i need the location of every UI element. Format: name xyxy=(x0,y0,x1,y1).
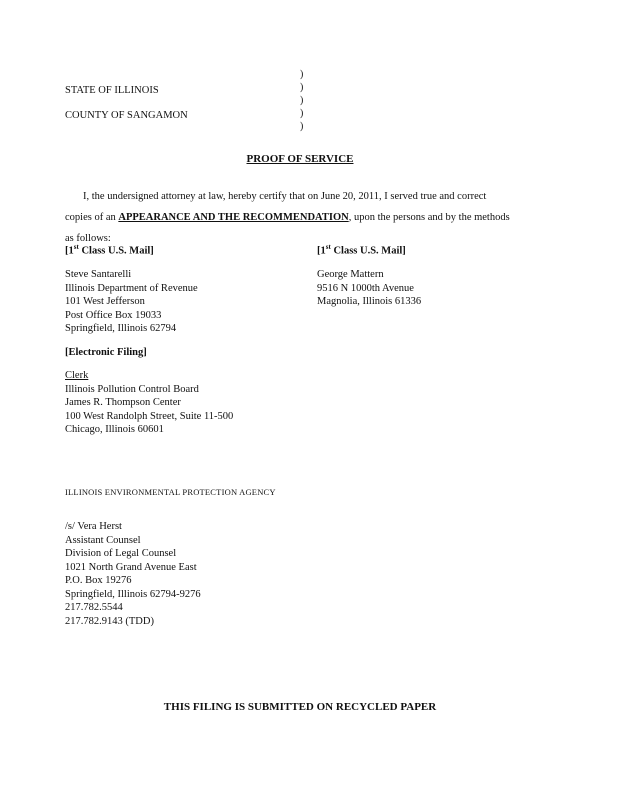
signer-line: 1021 North Grand Avenue East xyxy=(65,561,197,573)
caption-parens xyxy=(300,68,303,133)
address-line: Steve Santarelli xyxy=(65,269,132,280)
address-line: Illinois Department of Revenue xyxy=(65,282,198,294)
paren: ) xyxy=(300,95,304,106)
signer-line: 217.782.5544 xyxy=(65,602,123,613)
method-suffix: Class U.S. Mail] xyxy=(78,245,154,257)
agency-name: ILLINOIS ENVIRONMENTAL PROTECTION AGENCY xyxy=(65,487,276,497)
clerk-address xyxy=(65,369,233,437)
address-line: Illinois Pollution Control Board xyxy=(65,383,199,395)
address-line: Post Office Box 19033 xyxy=(65,309,162,321)
signature-block xyxy=(65,520,201,628)
clerk-label: Clerk xyxy=(65,370,89,381)
service-method-right xyxy=(317,243,406,257)
paren: ) xyxy=(300,121,304,132)
caption-county: COUNTY OF SANGAMON xyxy=(65,110,188,121)
method-sup: st xyxy=(325,243,331,251)
paren: ) xyxy=(300,69,304,80)
method-sup: st xyxy=(73,243,79,251)
line2-before: copies of an xyxy=(65,212,119,223)
recipient-address-right xyxy=(317,268,421,309)
address-line: 101 West Jefferson xyxy=(65,296,145,307)
signer-line: 217.782.9143 (TDD) xyxy=(65,615,154,627)
address-line: George Mattern xyxy=(317,269,384,280)
signer-line: Springfield, Illinois 62794-9276 xyxy=(65,588,201,600)
paren: ) xyxy=(300,108,304,119)
address-line: Springfield, Illinois 62794 xyxy=(65,323,177,334)
certification-line-1: I, the undersigned attorney at law, hereby certify that on June 20, 2011, I served true and correct xyxy=(83,191,487,202)
document-titles: APPEARANCE AND THE RECOMMENDATION xyxy=(118,212,349,223)
service-method-electronic: [Electronic Filing] xyxy=(65,347,147,358)
service-method-left xyxy=(65,243,154,257)
signature: /s/ Vera Herst xyxy=(65,521,122,532)
address-line: James R. Thompson Center xyxy=(65,397,181,408)
certification-paragraph xyxy=(65,186,510,249)
recipient-address-left xyxy=(65,268,198,336)
certification-line-2 xyxy=(65,207,510,228)
address-line: Magnolia, Illinois 61336 xyxy=(317,296,422,307)
method-suffix: Class U.S. Mail] xyxy=(330,245,406,257)
address-line: 9516 N 1000th Avenue xyxy=(317,282,414,294)
address-line: Chicago, Illinois 60601 xyxy=(65,424,164,435)
line2-after: , upon the persons and by the methods xyxy=(348,212,510,223)
paren: ) xyxy=(300,82,304,93)
recycled-paper-notice: THIS FILING IS SUBMITTED ON RECYCLED PAPER xyxy=(163,701,437,713)
caption-state: STATE OF ILLINOIS xyxy=(65,85,159,96)
signer-line: Assistant Counsel xyxy=(65,534,141,546)
document-title: PROOF OF SERVICE xyxy=(246,153,354,165)
certification-line-3: as follows: xyxy=(65,233,111,244)
address-line: 100 West Randolph Street, Suite 11-500 xyxy=(65,410,234,422)
signer-line: P.O. Box 19276 xyxy=(65,575,132,586)
signer-line: Division of Legal Counsel xyxy=(65,548,177,559)
method-prefix: [1 xyxy=(65,245,74,257)
method-prefix: [1 xyxy=(317,245,326,257)
